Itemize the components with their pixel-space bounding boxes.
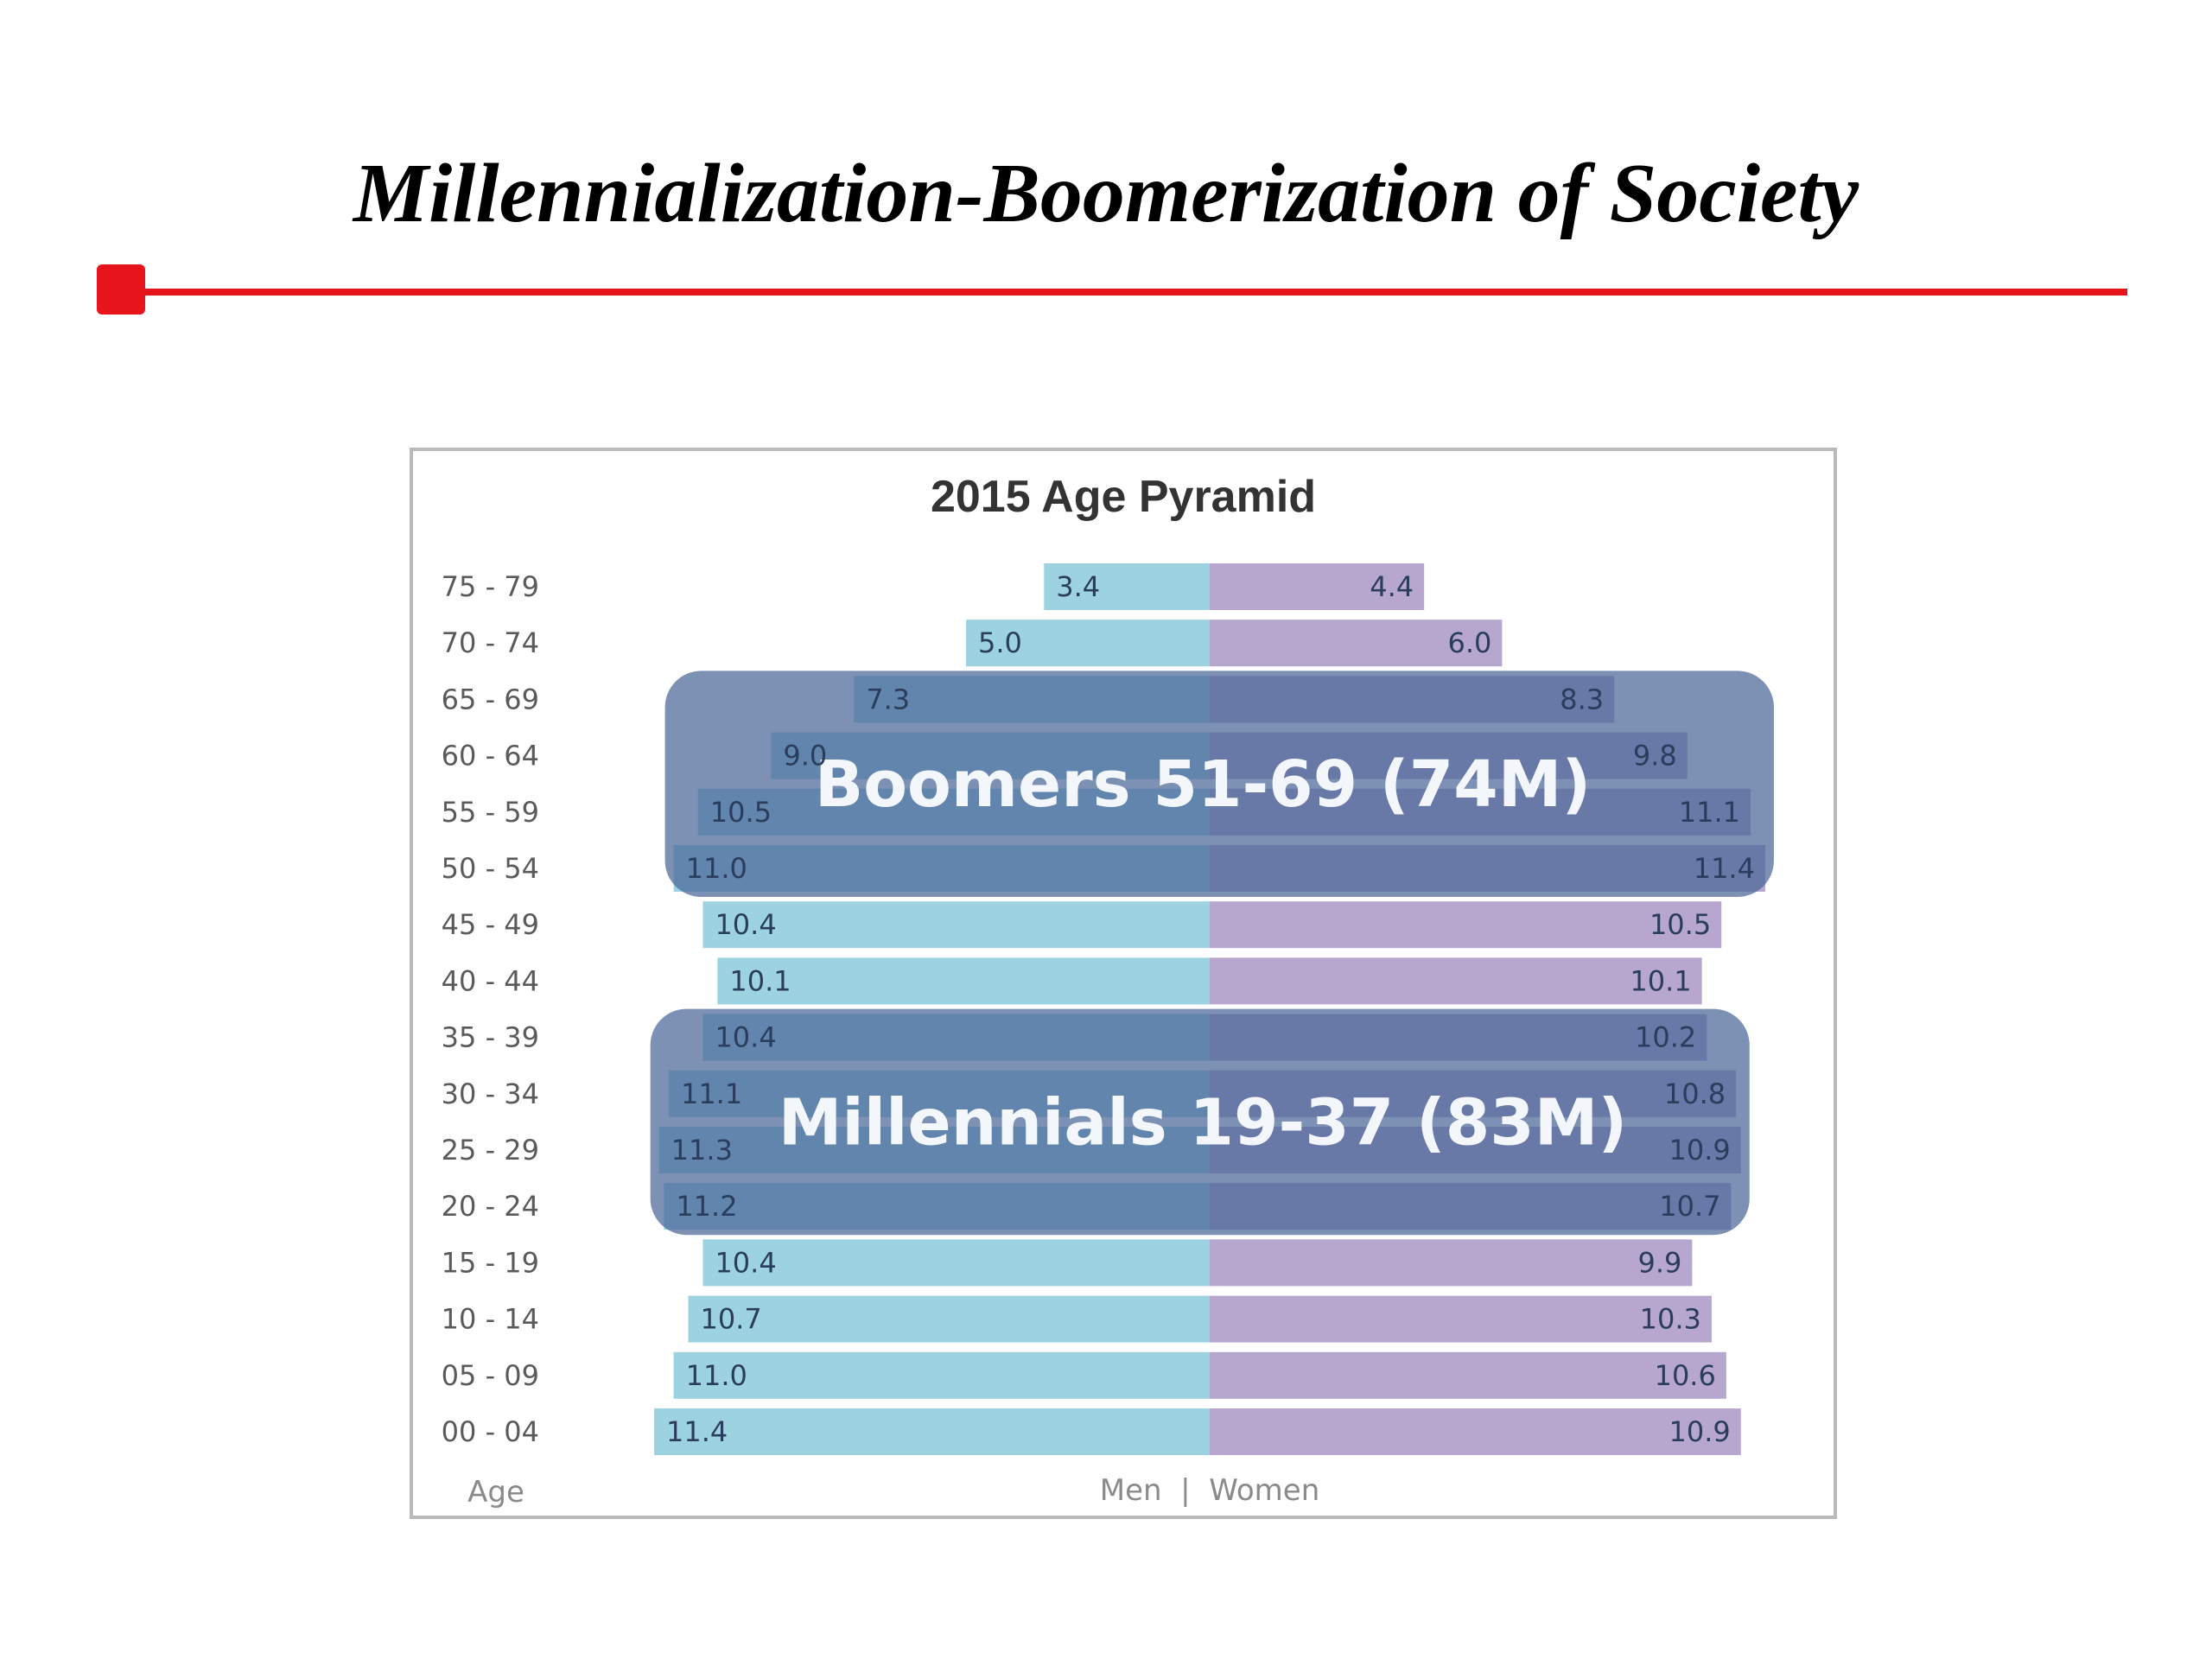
age-tick-label: 25 - 29 bbox=[441, 1134, 539, 1166]
age-tick-label: 05 - 09 bbox=[441, 1358, 539, 1392]
bar-men-05-09 bbox=[674, 1352, 1210, 1399]
value-label-women: 10.9 bbox=[1669, 1134, 1731, 1166]
chart-title: 2015 Age Pyramid bbox=[930, 472, 1317, 522]
value-label-men: 11.1 bbox=[680, 1077, 743, 1110]
age-tick-label: 60 - 64 bbox=[441, 739, 539, 772]
value-label-women: 10.9 bbox=[1669, 1415, 1731, 1448]
value-label-women: 11.4 bbox=[1693, 852, 1755, 885]
value-label-women: 10.3 bbox=[1639, 1302, 1701, 1336]
age-tick-label: 55 - 59 bbox=[441, 795, 539, 829]
millennials-highlight-label: Millennials 19-37 (83M) bbox=[778, 1085, 1628, 1160]
value-label-women: 10.5 bbox=[1649, 908, 1712, 942]
value-label-women: 10.2 bbox=[1635, 1020, 1697, 1054]
bar-men-45-49 bbox=[702, 901, 1210, 948]
title-underline bbox=[121, 289, 2127, 296]
title-underline-marker bbox=[97, 264, 145, 315]
value-label-women: 10.7 bbox=[1659, 1190, 1721, 1224]
boomers-highlight-label: Boomers 51-69 (74M) bbox=[814, 747, 1592, 823]
value-label-women: 10.6 bbox=[1654, 1358, 1716, 1392]
age-tick-label: 65 - 69 bbox=[441, 683, 539, 716]
age-pyramid-chart bbox=[410, 448, 1837, 1519]
bar-women-40-44 bbox=[1210, 957, 1702, 1004]
age-tick-label: 45 - 49 bbox=[441, 908, 539, 942]
value-label-men: 11.0 bbox=[685, 852, 747, 885]
value-label-men: 10.4 bbox=[715, 1246, 777, 1280]
value-label-men: 10.5 bbox=[709, 795, 772, 829]
value-label-women: 10.8 bbox=[1663, 1077, 1726, 1110]
bar-women-45-49 bbox=[1210, 901, 1721, 948]
value-label-men: 10.4 bbox=[715, 908, 777, 942]
age-tick-label: 75 - 79 bbox=[441, 570, 539, 603]
value-label-men: 11.4 bbox=[666, 1415, 728, 1448]
value-label-men: 5.0 bbox=[978, 626, 1022, 660]
value-label-men: 10.7 bbox=[700, 1302, 762, 1336]
age-tick-label: 50 - 54 bbox=[441, 852, 539, 885]
age-tick-label: 00 - 04 bbox=[441, 1415, 539, 1448]
bar-men-40-44 bbox=[717, 957, 1210, 1004]
age-tick-label: 10 - 14 bbox=[441, 1302, 539, 1336]
bar-women-10-14 bbox=[1210, 1296, 1712, 1343]
bar-men-00-04 bbox=[654, 1408, 1210, 1455]
bar-women-15-19 bbox=[1210, 1239, 1692, 1286]
value-label-women: 8.3 bbox=[1560, 683, 1605, 716]
value-label-men: 10.4 bbox=[715, 1020, 777, 1054]
value-label-women: 9.9 bbox=[1637, 1246, 1682, 1280]
value-label-women: 10.1 bbox=[1630, 964, 1692, 998]
value-label-men: 11.2 bbox=[676, 1190, 738, 1224]
value-label-women: 6.0 bbox=[1447, 626, 1492, 660]
bar-women-05-09 bbox=[1210, 1352, 1726, 1399]
value-label-men: 3.4 bbox=[1056, 570, 1101, 603]
value-label-women: 4.4 bbox=[1370, 570, 1414, 603]
age-tick-label: 35 - 39 bbox=[441, 1020, 539, 1054]
age-tick-label: 70 - 74 bbox=[441, 626, 539, 660]
bar-men-10-14 bbox=[689, 1296, 1210, 1343]
age-tick-label: 15 - 19 bbox=[441, 1246, 539, 1280]
value-label-men: 11.0 bbox=[685, 1358, 747, 1392]
age-tick-label: 40 - 44 bbox=[441, 964, 539, 998]
axis-label-sides: Men | Women bbox=[1099, 1473, 1320, 1508]
age-tick-label: 30 - 34 bbox=[441, 1077, 539, 1110]
value-label-men: 11.3 bbox=[671, 1134, 733, 1166]
age-pyramid-svg bbox=[413, 451, 1834, 1516]
bar-men-15-19 bbox=[702, 1239, 1210, 1286]
slide-title: Millennialization-Boomerization of Society bbox=[353, 147, 1859, 240]
value-label-women: 9.8 bbox=[1632, 739, 1677, 772]
bar-women-00-04 bbox=[1210, 1408, 1741, 1455]
value-label-men: 7.3 bbox=[866, 683, 911, 716]
value-label-women: 11.1 bbox=[1678, 795, 1741, 829]
value-label-men: 9.0 bbox=[783, 739, 828, 772]
axis-label-age: Age bbox=[467, 1475, 524, 1510]
value-label-men: 10.1 bbox=[729, 964, 791, 998]
age-tick-label: 20 - 24 bbox=[441, 1190, 539, 1224]
